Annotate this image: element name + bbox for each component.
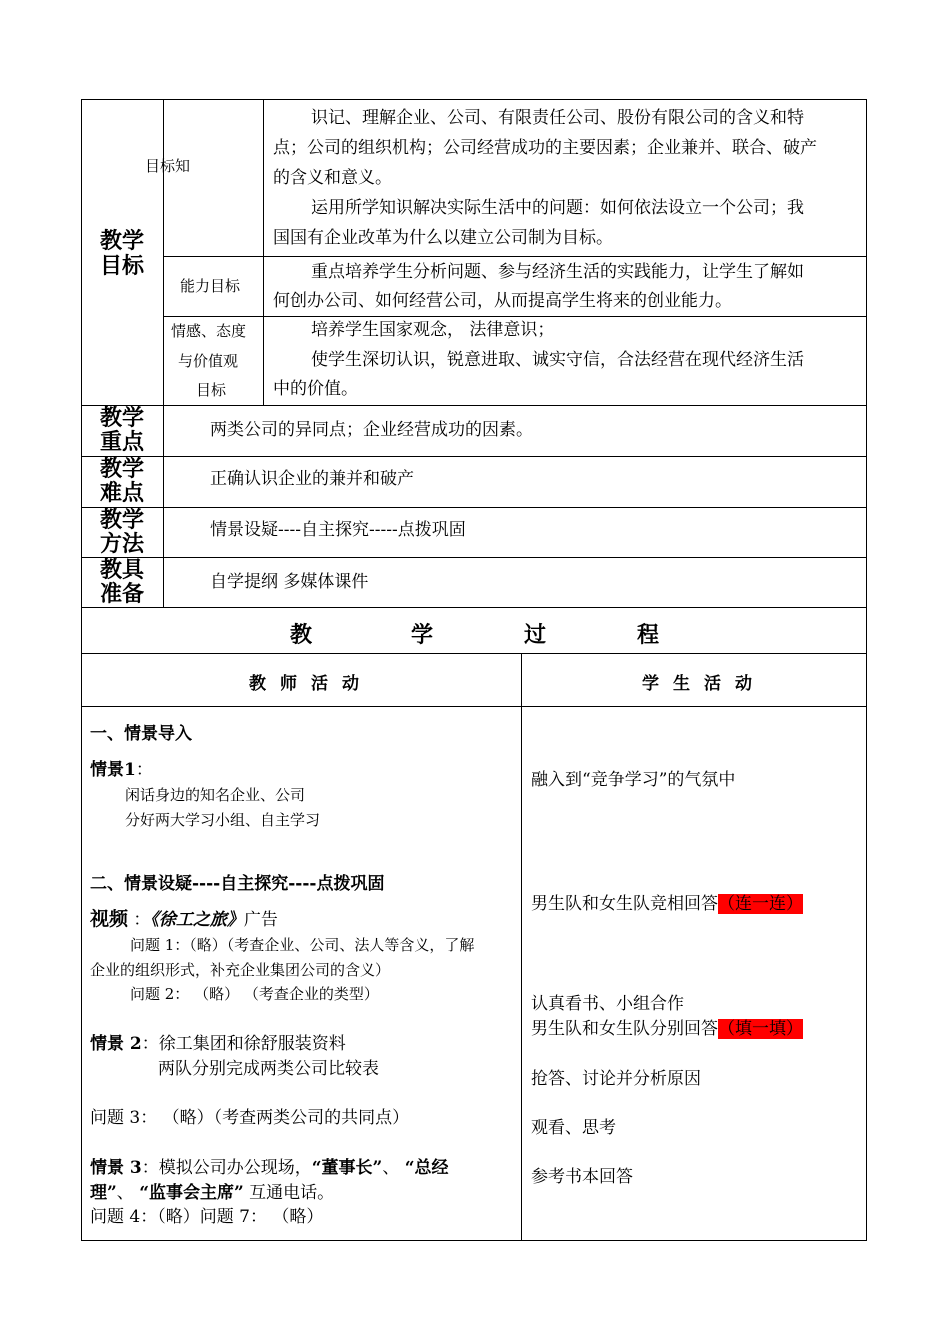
question-one: 企业的组织形式，补充企业集团公司的含义） (90, 961, 391, 979)
knowledge-objective-text: 运用所学知识解决实际生活中的问题：如何依法设立一个公司；我 (311, 198, 804, 218)
table-border-left (81, 99, 82, 1241)
difficulty-label: 教学 (100, 457, 145, 482)
scene-one-text: 闲话身边的知名企业、公司 (125, 786, 306, 804)
ability-objective-text: 重点培养学生分析问题、参与经济生活的实践能力，让学生了解如 (311, 262, 804, 282)
scene-one-colon: ： (135, 760, 153, 780)
difficulty-text: 正确认识企业的兼并和破产 (210, 469, 414, 489)
student-activity-text: 男生队和女生队分别回答 (531, 1019, 718, 1039)
student-activity (531, 1019, 803, 1039)
role-general-manager: “总经 (404, 1158, 449, 1178)
tools-text: 自学提纲 多媒体课件 (210, 572, 369, 592)
emotion-objective-label: 目标 (196, 381, 227, 399)
divider (521, 653, 522, 1241)
table-border-top (81, 99, 867, 100)
knowledge-objective-text: 识记、理解企业、公司、有限责任公司、股份有限公司的含义和特 (311, 108, 804, 128)
focus-label: 重点 (100, 430, 145, 455)
question-three: 问题 3： （略）（考查两类公司的共同点） (90, 1108, 410, 1128)
process-title-char: 程 (637, 622, 660, 648)
method-label: 方法 (100, 532, 145, 557)
highlight-tag: （填一填） (718, 1019, 803, 1039)
divider (163, 99, 164, 608)
method-text: 情景设疑----自主探究-----点拨巩固 (210, 520, 466, 540)
emotion-objective-text: 培养学生国家观念， 法律意识； (311, 320, 555, 340)
student-activity: 融入到“竞争学习”的气氛中 (531, 770, 736, 790)
table-border-bottom (81, 1240, 867, 1241)
emotion-objective-label: 情感、态度 (171, 322, 247, 340)
student-activity (531, 894, 803, 914)
scene-two-heading (90, 1034, 346, 1054)
process-title-char: 教 (290, 622, 313, 648)
divider (81, 653, 867, 654)
ability-objective-text: 何创办公司、如何经营公司，从而提高学生将来的创业能力。 (273, 291, 732, 311)
student-activity: 抢答、讨论并分析原因 (531, 1069, 701, 1089)
method-label: 教学 (100, 508, 145, 533)
scene-two-label: 情景 2 (90, 1034, 142, 1054)
ability-objective-label: 能力目标 (180, 277, 241, 295)
divider (81, 456, 867, 457)
question-two: 问题 2： （略） （考查企业的类型） (130, 985, 379, 1003)
knowledge-objective-label: 目标知 (145, 157, 191, 175)
scene-two-text: ：徐工集团和徐舒服装资料 (141, 1034, 346, 1054)
scene-one-heading (90, 760, 153, 780)
emotion-objective-text: 中的价值。 (273, 379, 358, 399)
video-heading (90, 909, 278, 930)
tools-label: 教具 (100, 558, 145, 583)
difficulty-label: 难点 (100, 481, 145, 506)
role-general-manager: 理” (90, 1183, 117, 1203)
student-activity: 观看、思考 (531, 1118, 616, 1138)
section-two-title: 二、情景设疑----自主探究----点拨巩固 (90, 874, 385, 894)
student-column-header: 学生活动 (642, 674, 766, 694)
separator: 、 (382, 1158, 405, 1178)
divider (81, 405, 867, 406)
question-four-seven: 问题 4：（略）问题 7： （略） (90, 1207, 324, 1227)
tools-label: 准备 (100, 582, 145, 607)
student-activity: 认真看书、小组合作 (531, 994, 684, 1014)
divider (81, 557, 867, 558)
video-tail: 广告 (243, 910, 278, 930)
scene-one-text: 分好两大学习小组、自主学习 (125, 811, 321, 829)
role-supervisor: “监事会主席” (139, 1183, 244, 1203)
scene-three-label: 情景 3 (90, 1158, 142, 1178)
emotion-objective-label: 与价值观 (178, 352, 239, 370)
separator: 、 (116, 1183, 140, 1203)
student-activity-text: 男生队和女生队竞相回答 (531, 894, 718, 914)
video-label: 视频 (90, 908, 129, 930)
video-colon: ： (133, 910, 151, 930)
teacher-column-header: 教师活动 (249, 674, 373, 694)
focus-label: 教学 (100, 406, 145, 431)
knowledge-objective-text: 国国有企业改革为什么以建立公司制为目标。 (273, 228, 613, 248)
emotion-objective-text: 使学生深切认识，锐意进取、诚实守信，合法经营在现代经济生活 (311, 350, 804, 370)
divider (263, 99, 264, 406)
objectives-header: 目标 (100, 254, 145, 279)
role-chairman: “董事长” (311, 1158, 383, 1178)
section-one-title: 一、情景导入 (90, 724, 192, 744)
focus-text: 两类公司的异同点；企业经营成功的因素。 (210, 420, 533, 440)
student-activity: 参考书本回答 (531, 1167, 633, 1187)
scene-three-heading (90, 1158, 449, 1178)
table-border-right (866, 99, 867, 1241)
highlight-tag: （连一连） (718, 894, 803, 914)
scene-three-text: 互通电话。 (243, 1183, 335, 1203)
knowledge-objective-text: 的含义和意义。 (273, 168, 392, 188)
scene-one-label: 情景1 (90, 760, 136, 780)
process-title-char: 过 (524, 622, 547, 648)
divider (81, 607, 867, 608)
divider (163, 256, 867, 257)
video-title: 《徐工之旅》 (150, 910, 244, 930)
divider (81, 706, 867, 707)
divider (163, 316, 867, 317)
objectives-header: 教学 (100, 229, 145, 254)
knowledge-objective-text: 点；公司的组织机构；公司经营成功的主要因素；企业兼并、联合、破产 (273, 138, 817, 158)
question-one: 问题 1：（略）（考查企业、公司、法人等含义，了解 (130, 936, 475, 954)
scene-three-text: ：模拟公司办公现场， (141, 1158, 312, 1178)
divider (81, 507, 867, 508)
process-title-char: 学 (411, 622, 434, 648)
scene-three-heading (90, 1183, 334, 1203)
scene-two-text: 两队分别完成两类公司比较表 (158, 1059, 379, 1079)
